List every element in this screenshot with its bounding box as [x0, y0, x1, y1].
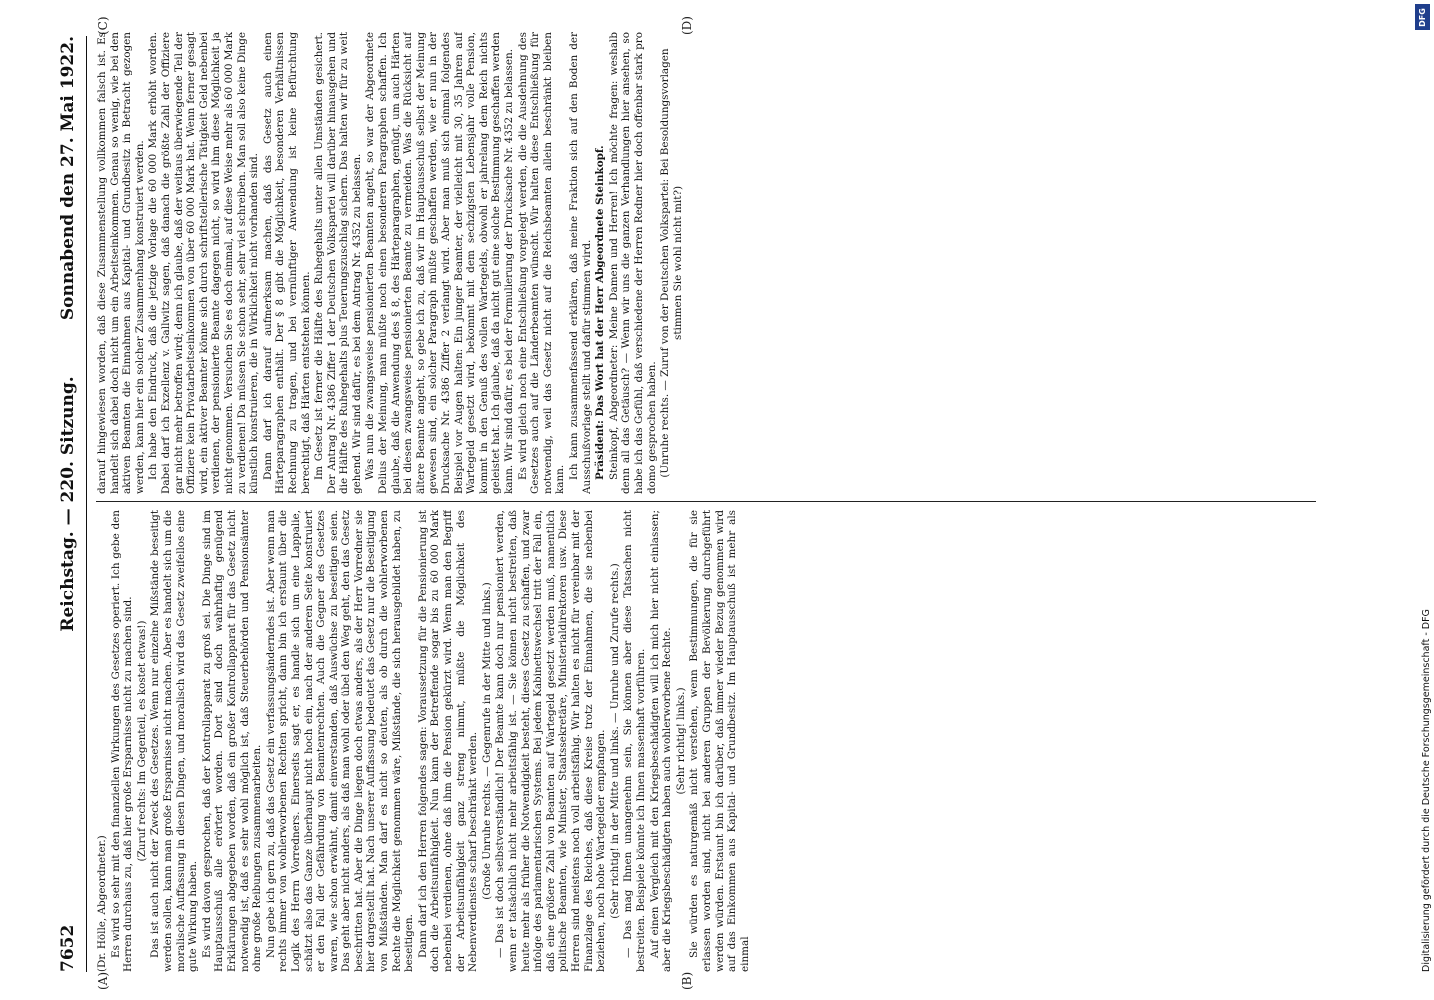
- paragraph: Im Gesetz ist ferner die Hälfte des Ruhegehalts unter allen Umständen gesichert. Der Antrag Nr. 4386 Ziffer 1 der Deutschen Volkspartei will darüber hinausgehen und die Hälfte des Ruhegehalts plus Teuerungszuschlag sichern. Das halten wir für zu weit gehend. Wir sind dafür, es bei dem Antrag Nr. 4352 zu belassen.: [313, 32, 363, 494]
- margin-letter-d: (D): [680, 16, 694, 35]
- left-column: [96, 510, 1326, 972]
- paragraph: Auf einen Vergleich mit den Kriegsbeschädigten will ich mich hier nicht einlassen; aber die Kriegsbeschädigten haben auch wohlerworbene Rechte.: [648, 510, 674, 972]
- dfg-logo-text: DFG: [1418, 7, 1428, 27]
- interjection: (Unruhe rechts. — Zuruf von der Deutschen Volkspartei: Bei Besoldungsvorlagen stimmen Sie wohl nicht mit?): [659, 48, 684, 478]
- paragraph: Nun gebe ich gern zu, daß das Gesetz ein verfassungsänderndes ist. Aber wenn man rechts immer von wohlerworbenen Rechten spricht, dann bin ich erstaunt über die Logik des Herrn Vorredners. Einerseits sagt er, es handle sich um eine Lappalie, schätzt also das Ganze überhaupt nicht hoch ein, nach der anderen Seite konstruiert er den Fall der Gefährdung von Beamtenrechten. Auch die Gegner des Gesetzes waren, wie schon erwähnt, damit einverstanden, daß Auswüchse zu beseitigen seien. Das geht aber nicht anders, als daß man wohl oder übel den Weg geht, den das Gesetz beschritten hat. Aber die Dinge liegen doch etwas anders, als der Herr Vorredner sie hier dargestellt hat. Nach unserer Auffassung bedeutet das Gesetz nur die Beseitigung von Mißständen. Man darf es nicht so deuten, als ob durch die wohlerworbenen Rechte die Möglichkeit genommen wäre, Mißstände, die sich herausgebildet haben, zu beseitigen.: [264, 510, 416, 972]
- paragraph: Dann darf ich den Herren folgendes sagen: Voraussetzung für die Pensionierung ist doch die Arbeitsunfähigkeit. Nun kann der Betreffende sogar bis zu 60 000 Mark nebenbei verdienen, ohne daß ihm die Pension gekürzt wird. Wenn man den Begriff der Arbeitsunfähigkeit ganz streng nimmt, müßte die Möglichkeit des Nebenverdienstes scharf beschränkt werden.: [416, 510, 480, 972]
- running-header: [52, 36, 86, 972]
- interjection: (Sehr richtig! links.): [674, 687, 687, 795]
- dfg-logo: [1415, 4, 1430, 30]
- rotated-page-content: [40, 10, 1340, 990]
- funding-credit: Digitalisierung gefördert durch die Deutsche Forschungsgemeinschaft - DFG: [1421, 609, 1432, 972]
- paragraph: Es wird davon gesprochen, daß der Kontrollapparat zu groß sei. Die Dinge sind im Hauptausschuß alle erörtert worden. Dort sind doch wahrhaftig genügend Erklärungen abgegeben worden, daß ein großer Kontrollapparat für das Gesetz nicht notwendig ist, daß es sehr wohl möglich ist, daß Steuerbehörden und Pensionsämter ohne große Reibungen zusammenarbeiten.: [200, 510, 264, 972]
- header-rule: [86, 36, 87, 972]
- paragraph: Es wird gleich noch eine Entschließung vorgelegt werden, die die Ausdehnung des Gesetzes auch auf die Länderbeamten wünscht. Wir halten diese Entschließung für notwendig, weil das Gesetz nicht auf die Reichsbeamten allein beschränkt bleiben kann.: [516, 32, 567, 494]
- speaker-statement: Steinkopf, Abgeordneter: Meine Damen und Herren! Ich möchte fragen: weshalb denn all das Getäusch? — Wenn wir uns die ganzen Verhandlungen hier ansehen, so habe ich das Gefühl, daß verschiedene der Herren Redner hier doch offenbar stark pro domo gesprochen haben.: [607, 32, 658, 494]
- right-column: [96, 32, 1326, 494]
- margin-letter-a: (A): [96, 971, 110, 990]
- president-statement: Präsident: Das Wort hat der Herr Abgeordnete Steinkopf.: [594, 145, 607, 480]
- interjection: (Sehr richtig! in der Mitte und links. — Unruhe und Zurufe rechts.): [608, 563, 621, 919]
- page-number: 7652: [58, 924, 78, 972]
- column-divider: [96, 501, 1316, 502]
- paragraph: Dann darf ich darauf aufmerksam machen, daß das Gesetz auch einen Härteparagraphen enthält. Der § 8 gibt die Möglichkeit, besonderen Verhältnissen Rechnung zu tragen, und bei vernünftiger Anwendung ist keine Befürchtung berechtigt, daß Härten entstehen können.: [261, 32, 312, 494]
- margin-letter-c: (C): [96, 16, 110, 35]
- paragraph: darauf hingewiesen worden, daß diese Zusammenstellung vollkommen falsch ist. Es handelt sich dabei doch nicht um ein Arbeitseinkommen. Genau so wenig, wie bei den aktiven Beamten die Einnahmen aus Kapital- und Grundbesitz in Betracht gezogen werden, kann hier ein solcher Zusammenhang konstruiert werden.: [96, 32, 146, 494]
- paragraph: — Das ist doch selbstverständlich! Der Beamte kann doch nur pensioniert werden, wenn er tatsächlich nicht mehr arbeitsfähig ist. — Sie können nicht bestreiten, daß heute mehr als früher die Notwendigkeit besteht, dieses Gesetz zu schaffen, und zwar infolge des parlamentarischen Systems. Bei jedem Kabinettswechsel tritt der Fall ein, daß eine größere Zahl von Beamten auf Wartegeld gesetzt werden muß, namentlich politische Beamten, wie Minister, Staatssekretäre, Ministerialdirektoren usw. Diese Herren sind meistens noch voll arbeitsfähig. Wir halten es nicht für vereinbar mit der Finanzlage des Reiches, daß diese Kreise trotz der Einnahmen, die sie nebenbei beziehen, noch hohe Wartegelder empfangen.: [494, 510, 608, 972]
- paragraph: Was nun die zwangsweise pensionierten Beamten angeht, so war der Abgeordnete Delius der Meinung, man müßte noch einen besonderen Paragraphen schaffen. Ich glaube, daß die Anwendung des § 8, des Härteparagraphen, genügt, um auch Härten bei diesen zwangsweise pensionierten Beamte zu vermeiden. Was die Rücksicht auf ältere Beamte angeht, so gebe ich zu, daß wir im Hauptausschuß selbst der Meinung gewesen sind, ein solcher Paragraph müßte geschaffen werden, wie er nun in der Drucksache Nr. 4386 Ziffer 2 verlangt wird. Aber man muß sich einmal folgendes Beispiel vor Augen halten: Ein junger Beamter, der vielleicht mit 30, 35 Jahren auf Wartegeld gesetzt wird, bekommt mit dem sechzigsten Lebensjahr volle Pension, kommt in den Genuß des vollen Wartegelds, obwohl er jahrelang dem Reich nichts geleistet hat. Ich glaube, daß da nicht gut eine solche Bestimmung geschaffen werden kann. Wir sind dafür, es bei der Formulierung der Drucksache Nr. 4352 zu belassen.: [364, 32, 515, 494]
- speaker-context: (Dr. Hölle, Abgeordneter.): [96, 835, 108, 972]
- session-title: Reichstag. — 220. Sitzung.: [58, 376, 78, 632]
- paragraph: Ich kann zusammenfassend erklären, daß meine Fraktion sich auf den Boden der Ausschußvorlage stellt und dafür stimmen wird.: [567, 32, 593, 494]
- paragraph: Das ist auch nicht der Zweck des Gesetzes. Wenn nur einzelne Mißstände beseitigt werden sollen, kann man große Ersparnisse nicht machen. Aber es handelt sich um die moralische Auffassung in diesen Dingen, und moralisch wird das Gesetz zweifellos eine gute Wirkung haben.: [149, 510, 200, 972]
- paragraph: Sie würden es naturgemäß nicht verstehen, wenn Bestimmungen, die für sie erlassen worden sind, nicht bei anderen Gruppen der Bevölkerung durchgeführt werden würden. Erstaunt bin ich darüber, daß immer wieder Bezug genommen wird auf das Einkommen aus Kapital- und Grundbesitz. Im Hauptausschuß ist mehr als einmal: [688, 510, 751, 972]
- paragraph: Es wird so sehr mit den finanziellen Wirkungen des Gesetzes operiert. Ich gebe den Herren durchaus zu, daß hier große Ersparnisse nicht zu machen sind.: [109, 510, 135, 972]
- paragraph: — Das mag Ihnen unangenehm sein, Sie können aber diese Tatsachen nicht bestreiten. Beispiele könnte ich Ihnen massenhaft vorführen.: [622, 510, 647, 972]
- session-date: Sonnabend den 27. Mai 1922.: [58, 36, 78, 321]
- interjection: (Zuruf rechts: Im Gegenteil, es kostet etwas!): [135, 620, 148, 862]
- paragraph: Ich habe den Eindruck, daß die jetzige Vorlage die 60 000 Mark erhöht worden. Dabei darf ich Exzellenz v. Gallwitz sagen, daß danach die größte Zahl der Offiziere gar nicht mehr betroffen wird; denn ich glaube, daß der weitaus überwiegende Teil der Offiziere kein Privatarbeitseinkommen von über 60 000 Mark hat. Wenn ferner gesagt wird, ein aktiver Beamter könne sich durch schriftstellerische Tätigkeit Geld nebenbei verdienen, der pensionierte Beamte dagegen nicht, so wird ihm diese Möglichkeit ja nicht genommen. Versuchen Sie es doch einmal, auf diese Weise mehr als 60 000 Mark zu verdienen! Da müssen Sie schon sehr, sehr viel schreiben. Man soll also keine Dinge künstlich konstruieren, die in Wirklichkeit nicht vorhanden sind.: [147, 32, 261, 494]
- margin-letter-b: (B): [680, 971, 694, 990]
- interjection: (Große Unruhe rechts. — Gegenrufe in der Mitte und links.): [480, 582, 493, 900]
